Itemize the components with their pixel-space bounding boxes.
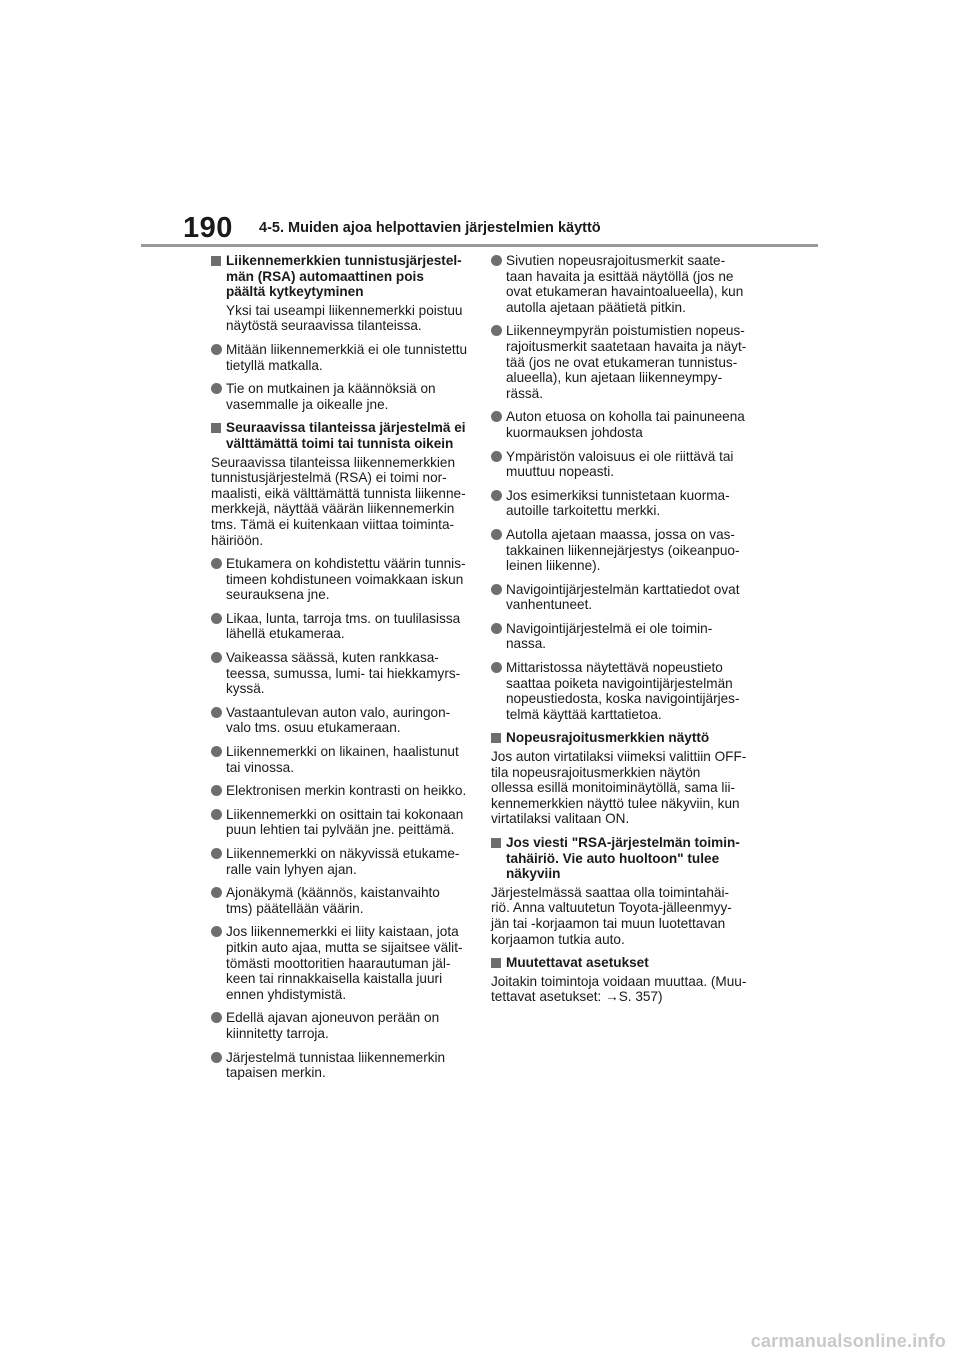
round-bullet-icon xyxy=(491,255,502,266)
heading-text: Liikennemerkkien tunnistusjärjestel- män (RSA) automaattinen pois päältä kytkeytyminen xyxy=(226,253,462,300)
heading-rsa-malfunction xyxy=(491,835,753,947)
list-item-text: Jos liikennemerkki ei liity kaistaan, jota pitkin auto ajaa, mutta se sijaitsee välit- tömästi moottoritien haarautuman jäl- keen tai rinnakkaisella kaistalla juuri ennen yhdistymistä. xyxy=(226,924,463,1002)
round-bullet-icon xyxy=(491,451,502,462)
round-bullet-icon xyxy=(491,325,502,336)
list-item-text: Likaa, lunta, tarroja tms. on tuulilasissa lähellä etukameraa. xyxy=(226,610,461,642)
list-item xyxy=(211,342,473,373)
site-watermark: carmanualsonline.info xyxy=(750,1331,946,1351)
list-item xyxy=(491,253,753,315)
list-item-text: Vaikeassa säässä, kuten rankkasa- teessa, sumussa, lumi- tai hiekkamyrs- kyssä. xyxy=(226,650,461,697)
list-item-text: Liikennemerkki on osittain tai kokonaan puun lehtien tai pylvään jne. peittämä. xyxy=(226,806,464,838)
page-number: 190 xyxy=(183,212,233,244)
round-bullet-icon xyxy=(211,926,222,937)
heading-text: Muutettavat asetukset xyxy=(506,955,649,971)
list-item xyxy=(211,846,473,877)
round-bullet-icon xyxy=(211,1052,222,1063)
list-item-text: Liikennemerkki on näkyvissä etukame- ralle vain lyhyen ajan. xyxy=(226,846,460,877)
heading-rsa-auto-off xyxy=(211,253,473,334)
round-bullet-icon xyxy=(211,652,222,663)
list-item xyxy=(211,924,473,1002)
list-item-text: Etukamera on kohdistettu väärin tunnis- timeen kohdistuneen voimakkaan iskun seurauksena jne. xyxy=(226,556,466,603)
heading-speed-sign-display xyxy=(491,730,753,827)
round-bullet-icon xyxy=(211,887,222,898)
round-bullet-icon xyxy=(211,809,222,820)
square-bullet-icon xyxy=(211,423,221,433)
round-bullet-icon xyxy=(491,490,502,501)
list-item-text: Tie on mutkainen ja käännöksiä on vasemmalle ja oikealle jne. xyxy=(226,381,436,412)
square-bullet-icon xyxy=(491,958,501,968)
list-item xyxy=(491,409,753,440)
list-item-text: Edellä ajavan ajoneuvon perään on kiinnitetty tarroja. xyxy=(226,1010,440,1041)
list-item xyxy=(211,1050,473,1081)
section-title: 4-5. Muiden ajoa helpottavien järjestelmien käyttö xyxy=(259,220,601,236)
list-item-text: Mittaristossa näytettävä nopeustieto saattaa poiketa navigointijärjestelmän nopeustiedosta, koska navigointijärjes- telmä käyttää karttatietoa. xyxy=(506,660,740,722)
left-column xyxy=(211,253,473,1089)
round-bullet-icon xyxy=(211,344,222,355)
list-item xyxy=(211,1010,473,1041)
square-bullet-icon xyxy=(211,256,221,266)
square-bullet-icon xyxy=(491,733,501,743)
list-item xyxy=(211,556,473,603)
list-item xyxy=(211,783,473,799)
round-bullet-icon xyxy=(491,623,502,634)
list-item-text: Navigointijärjestelmä ei ole toimin- nassa. xyxy=(506,620,713,652)
list-item-text: Jos esimerkiksi tunnistetaan kuorma- autoille tarkoitettu merkki. xyxy=(506,487,730,519)
list-item xyxy=(211,744,473,775)
list-item xyxy=(491,621,753,652)
round-bullet-icon xyxy=(491,411,502,422)
list-item xyxy=(211,650,473,697)
heading-customizable-settings xyxy=(491,955,753,1005)
heading-may-not-work xyxy=(211,420,473,548)
header-divider xyxy=(141,244,818,247)
list-item xyxy=(211,381,473,412)
list-item xyxy=(211,611,473,642)
list-item-text: Navigointijärjestelmän karttatiedot ovat vanhentuneet. xyxy=(506,581,740,613)
round-bullet-icon xyxy=(211,785,222,796)
round-bullet-icon xyxy=(491,662,502,673)
round-bullet-icon xyxy=(211,707,222,718)
paragraph: Yksi tai useampi liikennemerkki poistuu näytöstä seuraavissa tilanteissa. xyxy=(226,302,463,334)
list-item xyxy=(491,449,753,480)
round-bullet-icon xyxy=(211,746,222,757)
list-item-text: Ympäristön valoisuus ei ole riittävä tai muuttuu nopeasti. xyxy=(506,448,734,480)
list-item-text: Liikennemerkki on likainen, haalistunut tai vinossa. xyxy=(226,744,459,775)
paragraph: Seuraavissa tilanteissa liikennemerkkien tunnistusjärjestelmä (RSA) ei toimi nor- maalisti, eikä välttämättä tunnista liikenne- merkkejä, näyttää väärän liikennemerkin tms. Tämä ei kuitenkaan viittaa toiminta- häiriöön. xyxy=(211,454,466,548)
list-item xyxy=(211,807,473,838)
list-item xyxy=(491,488,753,519)
list-item-text: Sivutien nopeusrajoitusmerkit saate- taan havaita ja esittää näytöllä (jos ne ovat etukameran havaintoalueella), kun autolla ajetaan päätietä pitkin. xyxy=(506,253,744,315)
round-bullet-icon xyxy=(211,558,222,569)
list-item xyxy=(211,705,473,736)
paragraph: Joitakin toimintoja voidaan muuttaa. (Muu- tettavat asetukset: →S. 357) xyxy=(491,973,747,1005)
list-item-text: Liikenneympyrän poistumistien nopeus- rajoitusmerkit saatetaan havaita ja näyt- tää (jos ne ovat etukameran tunnistus- alueella), kun ajetaan liikenneympy- rässä. xyxy=(506,323,747,401)
list-item-text: Elektronisen merkin kontrasti on heikko. xyxy=(226,783,467,799)
heading-text: Jos viesti "RSA-järjestelmän toimin- tahäiriö. Vie auto huoltoon" tulee näkyviin xyxy=(506,835,740,882)
list-item-text: Auton etuosa on koholla tai painuneena kuormauksen johdosta xyxy=(506,409,745,440)
list-item-text: Vastaantulevan auton valo, auringon- valo tms. osuu etukameraan. xyxy=(226,704,451,736)
round-bullet-icon xyxy=(211,613,222,624)
heading-text: Seuraavissa tilanteissa järjestelmä ei välttämättä toimi tai tunnista oikein xyxy=(226,420,466,451)
round-bullet-icon xyxy=(211,383,222,394)
list-item-text: Autolla ajetaan maassa, jossa on vas- takkainen liikennejärjestys (oikeanpuo- leinen liikenne). xyxy=(506,526,740,574)
round-bullet-icon xyxy=(491,584,502,595)
list-item-text: Mitään liikennemerkkiä ei ole tunnistettu tietyllä matkalla. xyxy=(226,341,468,373)
list-item-text: Järjestelmä tunnistaa liikennemerkin tapaisen merkin. xyxy=(226,1049,446,1081)
right-column xyxy=(491,253,753,1013)
list-item xyxy=(491,527,753,574)
paragraph: Järjestelmässä saattaa olla toimintahäi- riö. Anna valtuutetun Toyota-jälleenmyy- jän tai -korjaamon tai muun luotettavan korjaamon tutkia auto. xyxy=(491,884,732,947)
list-item xyxy=(491,323,753,401)
list-item-text: Ajonäkymä (käännös, kaistanvaihto tms) päätellään väärin. xyxy=(226,885,440,916)
round-bullet-icon xyxy=(211,1012,222,1023)
paragraph: Jos auton virtatilaksi viimeksi valittiin OFF- tila nopeusrajoitusmerkkien näytön ollessa esillä monitoiminäytöllä, sama lii- kennemerkkien näyttö tulee näkyviin, kun virtatilaksi valitaan ON. xyxy=(491,749,747,827)
square-bullet-icon xyxy=(491,838,501,848)
heading-text: Nopeusrajoitusmerkkien näyttö xyxy=(506,730,710,746)
list-item xyxy=(491,660,753,722)
round-bullet-icon xyxy=(211,848,222,859)
round-bullet-icon xyxy=(491,529,502,540)
list-item xyxy=(211,885,473,916)
list-item xyxy=(491,582,753,613)
